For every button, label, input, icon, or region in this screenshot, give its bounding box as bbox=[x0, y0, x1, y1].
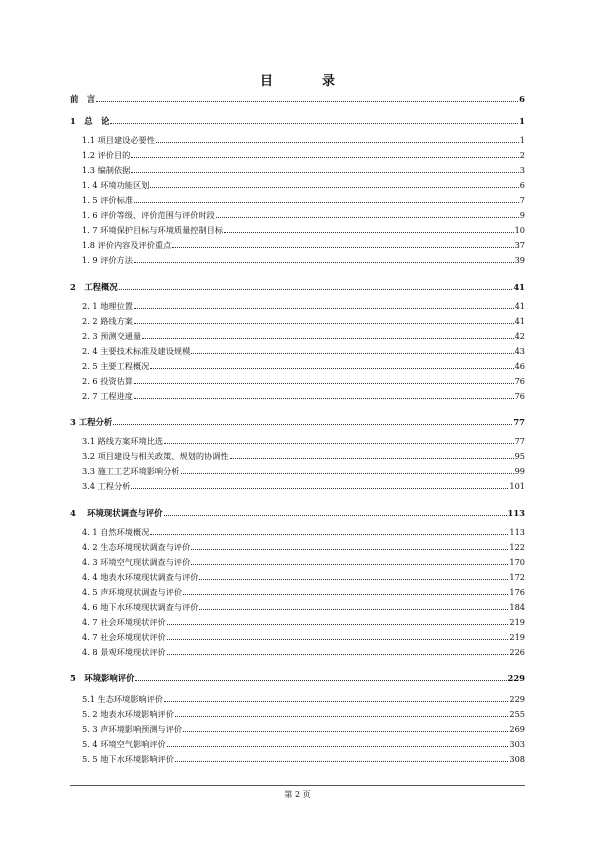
toc-entry[interactable] bbox=[82, 466, 525, 476]
toc-entry-page: 39 bbox=[514, 255, 525, 265]
toc-leader-dots bbox=[135, 680, 506, 681]
toc-entry-page: 41 bbox=[514, 316, 525, 326]
toc-leader-dots bbox=[167, 654, 509, 655]
toc-entry-label: 1.3 编制依据 bbox=[82, 165, 131, 175]
toc-entry-label: 1.1 项目建设必要性 bbox=[82, 135, 155, 145]
toc-entry[interactable] bbox=[82, 346, 525, 356]
toc-entry-page: 10 bbox=[514, 225, 525, 235]
toc-entry-page: 46 bbox=[514, 361, 525, 371]
toc-leader-dots bbox=[113, 424, 512, 425]
toc-leader-dots bbox=[224, 232, 514, 233]
toc-leader-dots bbox=[131, 157, 518, 158]
toc-entry[interactable] bbox=[70, 673, 525, 683]
toc-entry-label: 4. 7 社会环境现状评价 bbox=[82, 617, 166, 627]
toc-leader-dots bbox=[181, 473, 514, 474]
toc-entry[interactable] bbox=[82, 754, 525, 764]
toc-leader-dots bbox=[230, 458, 514, 459]
toc-entry-label: 5. 2 地表水环境影响评价 bbox=[82, 709, 174, 719]
toc-entry-page: 113 bbox=[509, 527, 525, 537]
toc-entry[interactable] bbox=[82, 647, 525, 657]
toc-entry[interactable] bbox=[82, 572, 525, 582]
toc-entry[interactable] bbox=[82, 135, 525, 145]
toc-entry-label: 4. 2 生态环境现状调查与评价 bbox=[82, 542, 191, 552]
toc-entry-page: 76 bbox=[514, 391, 525, 401]
toc-entry-page: 1 bbox=[519, 135, 525, 145]
toc-leader-dots bbox=[167, 746, 509, 747]
toc-entry-label: 1.2 评价目的 bbox=[82, 150, 131, 160]
toc-entry[interactable] bbox=[70, 94, 525, 104]
toc-entry-label: 前 言 bbox=[70, 94, 96, 104]
toc-entry-label: 5.1 生态环境影响评价 bbox=[82, 694, 164, 704]
toc-leader-dots bbox=[119, 289, 513, 290]
toc-leader-dots bbox=[191, 549, 508, 550]
toc-leader-dots bbox=[134, 323, 514, 324]
toc-entry-label: 1. 4 环境功能区划 bbox=[82, 180, 150, 190]
footer-divider bbox=[70, 785, 525, 786]
toc-entry-label: 4 环境现状调查与评价 bbox=[70, 508, 163, 518]
toc-entry-page: 77 bbox=[513, 417, 525, 427]
toc-entry-page: 77 bbox=[514, 436, 525, 446]
toc-entry[interactable] bbox=[82, 195, 525, 205]
toc-entry-label: 3.3 施工工艺环境影响分析 bbox=[82, 466, 180, 476]
toc-leader-dots bbox=[110, 123, 518, 124]
toc-entry[interactable] bbox=[82, 557, 525, 567]
toc-entry[interactable] bbox=[82, 376, 525, 386]
toc-entry-page: 99 bbox=[514, 466, 525, 476]
toc-entry-page: 184 bbox=[509, 602, 525, 612]
toc-entry-label: 4. 5 声环境现状调查与评价 bbox=[82, 587, 183, 597]
toc-leader-dots bbox=[199, 609, 508, 610]
toc-entry-page: 122 bbox=[509, 542, 525, 552]
toc-entry-page: 176 bbox=[509, 587, 525, 597]
toc-leader-dots bbox=[142, 338, 513, 339]
toc-entry[interactable] bbox=[82, 436, 525, 446]
toc-entry[interactable] bbox=[82, 180, 525, 190]
toc-leader-dots bbox=[191, 564, 508, 565]
toc-entry-page: 6 bbox=[519, 180, 525, 190]
toc-entry-page: 7 bbox=[519, 195, 525, 205]
toc-entry[interactable] bbox=[70, 116, 525, 126]
toc-leader-dots bbox=[134, 202, 519, 203]
toc-entry[interactable] bbox=[70, 508, 525, 518]
toc-leader-dots bbox=[216, 217, 519, 218]
toc-entry-label: 2. 3 预测交通量 bbox=[82, 331, 142, 341]
page-number: 第 2 页 bbox=[284, 790, 311, 799]
toc-entry-page: 269 bbox=[509, 724, 525, 734]
toc-entry[interactable] bbox=[70, 282, 525, 292]
toc-entry-label: 2. 5 主要工程概况 bbox=[82, 361, 150, 371]
toc-entry[interactable] bbox=[82, 724, 525, 734]
toc-entry[interactable] bbox=[82, 542, 525, 552]
toc-entry-label: 3.4 工程分析 bbox=[82, 481, 131, 491]
toc-entry-label: 4. 6 地下水环境现状调查与评价 bbox=[82, 602, 199, 612]
toc-entry[interactable] bbox=[82, 694, 525, 704]
toc-leader-dots bbox=[164, 701, 508, 702]
toc-entry-page: 113 bbox=[507, 508, 525, 518]
toc-entry-page: 6 bbox=[519, 94, 525, 104]
toc-title: 目 录 bbox=[259, 74, 353, 89]
toc-entry-page: 170 bbox=[509, 557, 525, 567]
toc-entry[interactable] bbox=[82, 301, 525, 311]
toc-entry-page: 43 bbox=[514, 346, 525, 356]
toc-leader-dots bbox=[175, 761, 508, 762]
toc-leader-dots bbox=[134, 262, 514, 263]
toc-leader-dots bbox=[150, 534, 508, 535]
toc-entry[interactable] bbox=[82, 632, 525, 642]
toc-entry[interactable] bbox=[70, 417, 525, 427]
toc-entry-label: 2. 4 主要技术标准及建设规模 bbox=[82, 346, 191, 356]
toc-entry-label: 5 环境影响评价 bbox=[70, 673, 135, 683]
toc-entry-page: 303 bbox=[509, 739, 525, 749]
toc-entry-label: 4. 1 自然环境概况 bbox=[82, 527, 150, 537]
toc-entry-page: 2 bbox=[519, 150, 525, 160]
toc-entry-page: 101 bbox=[509, 481, 525, 491]
toc-entry-label: 3.1 路线方案环境比选 bbox=[82, 436, 164, 446]
toc-entry-label: 1 总 论 bbox=[70, 116, 110, 126]
toc-leader-dots bbox=[134, 398, 514, 399]
toc-entry-page: 95 bbox=[514, 451, 525, 461]
toc-entry-label: 2. 1 地理位置 bbox=[82, 301, 133, 311]
toc-entry[interactable] bbox=[82, 739, 525, 749]
toc-entry-page: 229 bbox=[509, 694, 525, 704]
toc-entry-label: 2. 6 投资估算 bbox=[82, 376, 133, 386]
toc-entry-label: 1. 7 环境保护目标与环境质量控制目标 bbox=[82, 225, 224, 235]
toc-entry-page: 219 bbox=[509, 617, 525, 627]
toc-entry-label: 1.8 评价内容及评价重点 bbox=[82, 240, 172, 250]
toc-entry-page: 76 bbox=[514, 376, 525, 386]
toc-entry[interactable] bbox=[82, 709, 525, 719]
toc-entry-label: 2. 7 工程进度 bbox=[82, 391, 133, 401]
toc-entry-page: 42 bbox=[514, 331, 525, 341]
toc-leader-dots bbox=[175, 716, 508, 717]
toc-entry[interactable] bbox=[82, 602, 525, 612]
toc-entry[interactable] bbox=[82, 210, 525, 220]
toc-leader-dots bbox=[150, 187, 518, 188]
toc-entry[interactable] bbox=[82, 225, 525, 235]
toc-leader-dots bbox=[96, 101, 518, 102]
toc-leader-dots bbox=[134, 308, 514, 309]
toc-leader-dots bbox=[156, 142, 519, 143]
toc-entry-page: 308 bbox=[509, 754, 525, 764]
toc-entry[interactable] bbox=[82, 240, 525, 250]
toc-entry[interactable] bbox=[82, 587, 525, 597]
toc-entry[interactable] bbox=[82, 331, 525, 341]
toc-leader-dots bbox=[199, 579, 508, 580]
toc-entry[interactable] bbox=[82, 150, 525, 160]
toc-entry-label: 1. 9 评价方法 bbox=[82, 255, 133, 265]
toc-entry-page: 41 bbox=[513, 282, 525, 292]
toc-entry[interactable] bbox=[82, 316, 525, 326]
toc-entry[interactable] bbox=[82, 617, 525, 627]
toc-entry-page: 41 bbox=[514, 301, 525, 311]
toc-entry[interactable] bbox=[82, 361, 525, 371]
toc-entry-page: 255 bbox=[509, 709, 525, 719]
toc-leader-dots bbox=[164, 515, 507, 516]
toc-entry-label: 5. 3 声环境影响预测与评价 bbox=[82, 724, 183, 734]
toc-entry[interactable] bbox=[82, 165, 525, 175]
toc-entry-label: 4. 7 社会环境现状评价 bbox=[82, 632, 166, 642]
toc-entry-page: 219 bbox=[509, 632, 525, 642]
toc-entry[interactable] bbox=[82, 391, 525, 401]
toc-leader-dots bbox=[150, 368, 513, 369]
toc-entry[interactable] bbox=[82, 451, 525, 461]
toc-entry-label: 1. 5 评价标准 bbox=[82, 195, 133, 205]
toc-entry-label: 4. 8 景观环境现状评价 bbox=[82, 647, 166, 657]
toc-entry-label: 2 工程概况 bbox=[70, 282, 118, 292]
toc-entry-label: 5. 4 环境空气影响评价 bbox=[82, 739, 166, 749]
toc-entry-label: 4. 3 环境空气现状调查与评价 bbox=[82, 557, 191, 567]
toc-entry-page: 226 bbox=[509, 647, 525, 657]
toc-leader-dots bbox=[172, 247, 513, 248]
toc-leader-dots bbox=[131, 488, 508, 489]
toc-entry[interactable] bbox=[82, 255, 525, 265]
toc-leader-dots bbox=[167, 639, 509, 640]
toc-entry-page: 229 bbox=[507, 673, 525, 683]
toc-entry-label: 1. 6 评价等级、评价范围与评价时段 bbox=[82, 210, 215, 220]
toc-entry[interactable] bbox=[82, 527, 525, 537]
toc-leader-dots bbox=[191, 353, 513, 354]
toc-entry-label: 3.2 项目建设与相关政策、规划的协调性 bbox=[82, 451, 229, 461]
toc-entry[interactable] bbox=[82, 481, 525, 491]
toc-entry-page: 3 bbox=[519, 165, 525, 175]
toc-entry-page: 37 bbox=[514, 240, 525, 250]
toc-leader-dots bbox=[183, 731, 508, 732]
toc-leader-dots bbox=[167, 624, 509, 625]
toc-entry-page: 1 bbox=[519, 116, 525, 126]
toc-leader-dots bbox=[183, 594, 508, 595]
toc-leader-dots bbox=[164, 443, 513, 444]
toc-entry-label: 5. 5 地下水环境影响评价 bbox=[82, 754, 174, 764]
toc-leader-dots bbox=[131, 172, 518, 173]
toc-entry-page: 172 bbox=[509, 572, 525, 582]
toc-entry-label: 4. 4 地表水环境现状调查与评价 bbox=[82, 572, 199, 582]
toc-entry-label: 2. 2 路线方案 bbox=[82, 316, 133, 326]
toc-entry-label: 3 工程分析 bbox=[70, 417, 113, 427]
toc-leader-dots bbox=[134, 383, 514, 384]
toc-entry-page: 9 bbox=[519, 210, 525, 220]
